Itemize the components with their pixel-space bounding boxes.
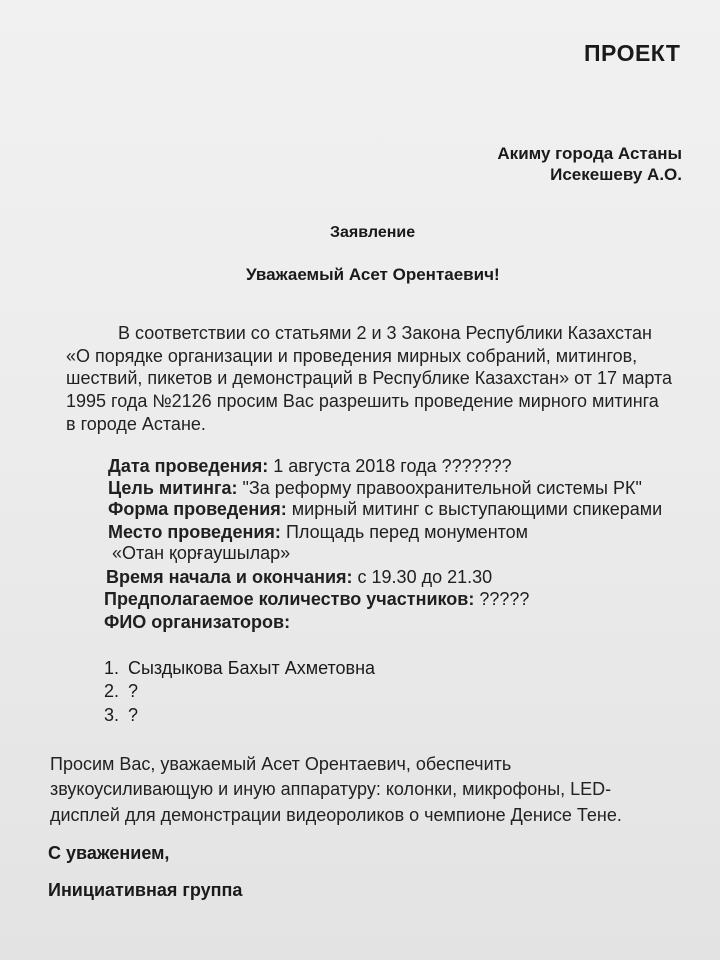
field-label: Время начала и окончания: [106, 567, 353, 587]
organizer-item [104, 681, 138, 702]
field-label: ФИО организаторов: [104, 612, 291, 632]
body-line: 1995 года №2126 просим Вас разрешить проведение мирного митинга [66, 391, 659, 411]
organizer-number: 3. [104, 705, 120, 725]
field-organizers [104, 611, 290, 633]
organizer-number: 2. [104, 681, 120, 701]
field-value: 1 августа 2018 года ??????? [268, 456, 512, 476]
organizer-name: Сыздыкова Бахыт Ахметовна [128, 658, 376, 678]
project-stamp: ПРОЕКТ [584, 40, 681, 66]
field-label: Цель митинга: [108, 478, 238, 498]
closing-line: звукоусиливающую и иную аппаратуру: колонки, микрофоны, LED- [50, 779, 612, 799]
body-line: «О порядке организации и проведения мирных собраний, митингов, [66, 346, 638, 366]
body-line: В соответствии со статьями 2 и 3 Закона Республики Казахстан [118, 323, 652, 343]
document-title: Заявление [330, 224, 416, 241]
regards-line: С уважением, [48, 843, 170, 863]
greeting: Уважаемый Асет Орентаевич! [246, 265, 500, 284]
field-label: Место проведения: [108, 522, 281, 542]
field-value: ????? [474, 589, 530, 609]
field-label: Предполагаемое количество участников: [104, 589, 475, 609]
organizer-name: ? [128, 681, 139, 701]
field-place [108, 521, 528, 543]
organizer-item [104, 705, 138, 726]
closing-line: Просим Вас, уважаемый Асет Орентаевич, обеспечить [50, 754, 512, 774]
field-value: мирный митинг с выступающими спикерами [286, 499, 663, 519]
field-value: «Отан қорғаушылар» [112, 543, 291, 563]
recipient-line-2: Исекешеву А.О. [550, 165, 682, 184]
body-line: шествий, пикетов и демонстраций в Республике Казахстан» от 17 марта [66, 368, 673, 388]
organizer-name: ? [128, 705, 139, 725]
signature-group: Инициативная группа [48, 880, 243, 900]
body-line: в городе Астане. [66, 414, 206, 434]
field-label: Форма проведения: [108, 499, 287, 519]
recipient-line-1: Акиму города Астаны [497, 144, 682, 163]
field-value: Площадь перед монументом [280, 522, 529, 542]
field-form [108, 498, 662, 520]
field-value: с 19.30 до 21.30 [352, 567, 493, 587]
closing-line: дисплей для демонстрации видеороликов о чемпионе Денисе Тене. [50, 805, 622, 825]
field-label: Дата проведения: [108, 456, 269, 476]
organizer-item [104, 658, 375, 679]
field-time [106, 566, 492, 588]
field-purpose [108, 477, 642, 499]
organizer-number: 1. [104, 658, 120, 678]
field-place-continued [112, 542, 290, 564]
field-date [108, 455, 512, 477]
field-value: "За реформу правоохранительной системы РК" [237, 478, 642, 498]
field-participants [104, 588, 529, 610]
